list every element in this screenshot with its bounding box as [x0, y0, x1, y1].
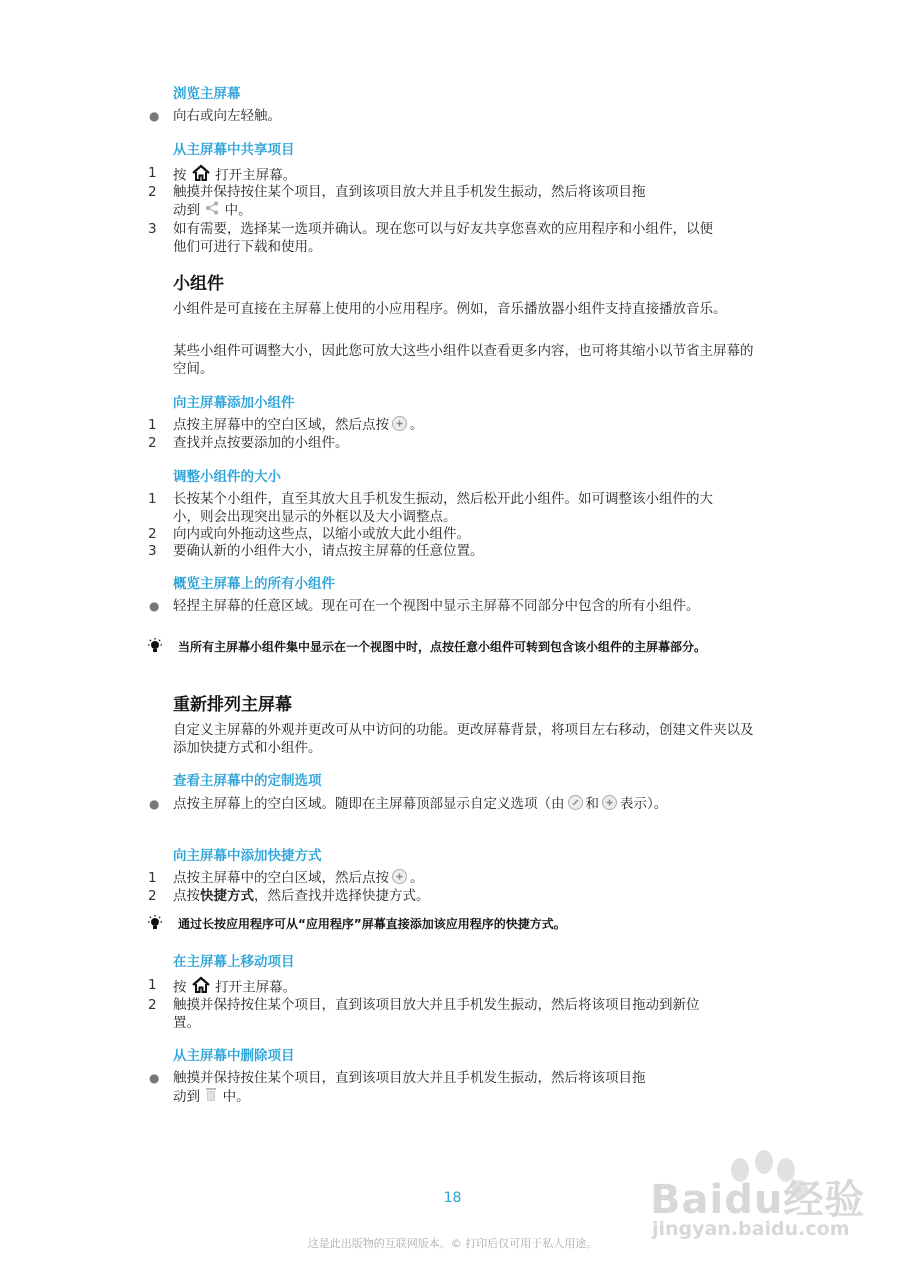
- bullet-text: 向右或向左轻触。: [173, 108, 281, 124]
- bullet-text: [173, 795, 713, 813]
- tip-text: 通过长按应用程序可从“应用程序”屏幕直接添加该应用程序的快捷方式。: [178, 917, 566, 931]
- add-icon: [602, 795, 617, 810]
- step-text-part: 按: [173, 167, 187, 184]
- step-number: 2: [148, 997, 157, 1013]
- bullet-text-part: 触摸并保持按住某个项目，直到该项目放大并且手机发生振动，然后将该项目拖: [173, 1070, 646, 1086]
- watermark-brand-cn: 经验: [783, 1177, 866, 1223]
- add-icon: [392, 416, 407, 431]
- footer-note: 这是此出版物的互联网版本。© 打印后仅可用于私人用途。: [307, 1237, 598, 1250]
- bullet-text-part: 和: [585, 796, 599, 812]
- step-number: 1: [148, 417, 157, 433]
- step-text-part: 。: [410, 417, 424, 433]
- step-text-part: 点按主屏幕中的空白区域，然后点按: [173, 870, 389, 886]
- heading-add-widget: 向主屏幕添加小组件: [173, 395, 295, 411]
- bullet-icon: ●: [149, 1071, 160, 1085]
- edit-icon: [568, 795, 583, 810]
- step-text-part: ，然后查找并选择快捷方式。: [254, 888, 430, 904]
- step-text: [173, 887, 713, 905]
- step-number: 1: [148, 870, 157, 886]
- step-number: 2: [148, 184, 157, 200]
- step-text: 触摸并保持按住某个项目，直到该项目放大并且手机发生振动，然后将该项目拖动到新位置。: [173, 997, 700, 1031]
- step-text-part: 中。: [224, 202, 252, 219]
- heading-resize-widget: 调整小组件的大小: [173, 469, 281, 485]
- bullet-icon: ●: [149, 797, 160, 811]
- trash-icon: [204, 1087, 218, 1107]
- share-icon: [204, 201, 220, 220]
- step-number: 1: [148, 977, 157, 993]
- step-text: [173, 183, 713, 220]
- add-icon: [392, 869, 407, 884]
- step-text-part: 打开主屏幕。: [215, 979, 297, 996]
- step-text: [173, 869, 713, 887]
- paragraph: 小组件是可直接在主屏幕上使用的小应用程序。例如，音乐播放器小组件支持直接播放音乐。: [173, 301, 727, 317]
- lightbulb-icon: [146, 637, 164, 655]
- heading-add-shortcut: 向主屏幕中添加快捷方式: [173, 848, 322, 864]
- watermark-brand-latin: Baidu: [650, 1177, 784, 1223]
- heading-overview-widgets: 概览主屏幕上的所有小组件: [173, 576, 335, 592]
- bullet-text-part: 动到: [173, 1089, 200, 1105]
- step-text-part: 触摸并保持按住某个项目，直到该项目放大并且手机发生振动，然后将该项目拖: [173, 184, 646, 200]
- step-text: 如有需要，选择某一选项并确认。现在您可以与好友共享您喜欢的应用程序和小组件，以便他们可进行下载和使用。: [173, 221, 713, 255]
- watermark-url: jingyan.baidu.com: [652, 1218, 850, 1240]
- heading-move-item: 在主屏幕上移动项目: [173, 954, 295, 970]
- heading-share-item: 从主屏幕中共享项目: [173, 142, 295, 158]
- bullet-text-part: 点按主屏幕上的空白区域。随即在主屏幕顶部显示自定义选项（由: [173, 796, 565, 812]
- step-number: 1: [148, 491, 157, 507]
- heading-rearrange-home: 重新排列主屏幕: [173, 695, 292, 715]
- step-number: 2: [148, 435, 157, 451]
- step-text-part: 打开主屏幕。: [215, 167, 297, 184]
- step-text: 查找并点按要添加的小组件。: [173, 435, 349, 451]
- step-text-part: 点按: [173, 888, 200, 904]
- bullet-text: 轻捏主屏幕的任意区域。现在可在一个视图中显示主屏幕不同部分中包含的所有小组件。: [173, 598, 700, 614]
- heading-browse-home: 浏览主屏幕: [173, 86, 241, 102]
- step-text-part: 点按主屏幕中的空白区域，然后点按: [173, 417, 389, 433]
- step-text: [173, 416, 713, 434]
- paragraph: 自定义主屏幕的外观并更改可从中访问的功能。更改屏幕背景，将项目左右移动，创建文件夹以及添加快捷方式和小组件。: [173, 722, 754, 756]
- step-text: 要确认新的小组件大小，请点按主屏幕的任意位置。: [173, 543, 484, 559]
- bullet-text-part: 表示）。: [620, 796, 668, 812]
- heading-widgets: 小组件: [173, 274, 224, 294]
- page-number: 18: [443, 1190, 462, 1206]
- heading-view-custom-options: 查看主屏幕中的定制选项: [173, 773, 322, 789]
- step-number: 3: [148, 543, 157, 559]
- step-number: 2: [148, 526, 157, 542]
- shortcut-term: 快捷方式: [200, 888, 254, 904]
- heading-delete-item: 从主屏幕中删除项目: [173, 1048, 295, 1064]
- bullet-text-part: 中。: [222, 1089, 250, 1105]
- step-text: 向内或向外拖动这些点，以缩小或放大此小组件。: [173, 526, 470, 542]
- step-text: 长按某个小组件，直至其放大且手机发生振动，然后松开此小组件。如可调整该小组件的大小，则会出现突出显示的外框以及大小调整点。: [173, 491, 713, 525]
- step-number: 3: [148, 221, 157, 237]
- tip-text: 当所有主屏幕小组件集中显示在一个视图中时，点按任意小组件可转到包含该小组件的主屏幕部分。: [178, 640, 707, 654]
- step-text-part: 按: [173, 979, 187, 996]
- paragraph: 某些小组件可调整大小，因此您可放大这些小组件以查看更多内容，也可将其缩小以节省主屏幕的空间。: [173, 343, 754, 377]
- bullet-icon: ●: [149, 599, 160, 613]
- step-text-part: 。: [410, 870, 424, 886]
- bullet-icon: ●: [149, 109, 160, 123]
- step-number: 1: [148, 165, 157, 181]
- step-text-part: 动到: [173, 202, 200, 219]
- lightbulb-icon: [146, 914, 164, 932]
- step-number: 2: [148, 888, 157, 904]
- bullet-text: [173, 1069, 713, 1107]
